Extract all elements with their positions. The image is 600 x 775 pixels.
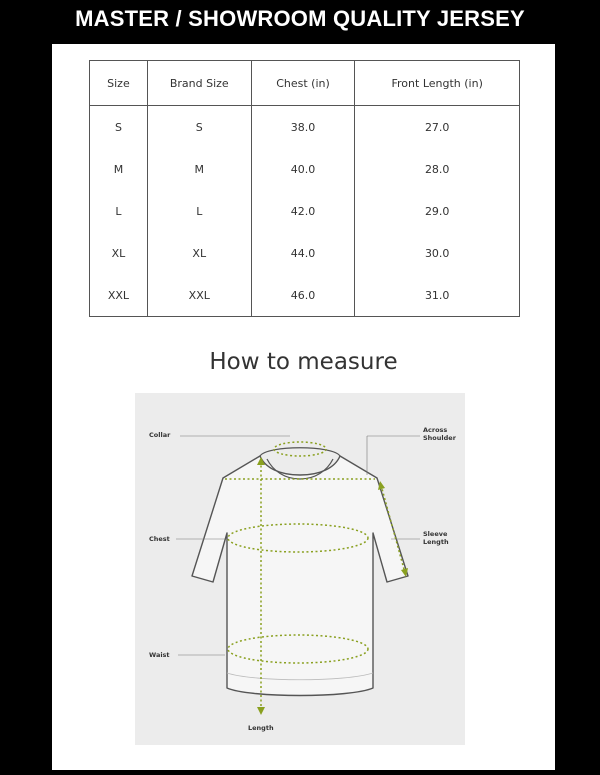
cell-chest: 42.0 (251, 190, 355, 232)
cell-size: M (90, 148, 148, 190)
col-header-brand-size: Brand Size (147, 61, 251, 106)
cell-chest: 38.0 (251, 106, 355, 149)
length-label: Length (248, 724, 274, 732)
tshirt-illustration (135, 393, 465, 745)
chest-label: Chest (149, 535, 170, 543)
cell-brand-size: M (147, 148, 251, 190)
sleeve-label: Sleeve (423, 530, 448, 538)
cell-size: L (90, 190, 148, 232)
size-table-header (90, 61, 520, 106)
cell-front-length: 31.0 (355, 274, 520, 317)
table-row (90, 106, 520, 149)
cell-front-length: 29.0 (355, 190, 520, 232)
cell-front-length: 30.0 (355, 232, 520, 274)
shoulder-label: Shoulder (423, 434, 456, 442)
table-row (90, 190, 520, 232)
cell-brand-size: S (147, 106, 251, 149)
size-chart-panel (52, 44, 555, 770)
size-table (89, 60, 520, 317)
cell-chest: 44.0 (251, 232, 355, 274)
table-row (90, 274, 520, 317)
cell-size: S (90, 106, 148, 149)
cell-brand-size: L (147, 190, 251, 232)
cell-brand-size: XL (147, 232, 251, 274)
cell-front-length: 28.0 (355, 148, 520, 190)
cell-chest: 46.0 (251, 274, 355, 317)
cell-front-length: 27.0 (355, 106, 520, 149)
table-row (90, 148, 520, 190)
across-label: Across (423, 426, 448, 434)
how-to-measure-heading: How to measure (209, 349, 398, 375)
cell-chest: 40.0 (251, 148, 355, 190)
col-header-size: Size (90, 61, 148, 106)
banner-title: MASTER / SHOWROOM QUALITY JERSEY (75, 6, 525, 31)
cell-size: XL (90, 232, 148, 274)
col-header-front-length: Front Length (in) (355, 61, 520, 106)
tshirt-outline (192, 456, 408, 696)
table-row (90, 232, 520, 274)
col-header-chest: Chest (in) (251, 61, 355, 106)
cell-size: XXL (90, 274, 148, 317)
measure-diagram (135, 393, 465, 745)
cell-brand-size: XXL (147, 274, 251, 317)
collar-label: Collar (149, 431, 171, 439)
waist-label: Waist (149, 651, 170, 659)
sleeve-length-label: Length (423, 538, 449, 546)
